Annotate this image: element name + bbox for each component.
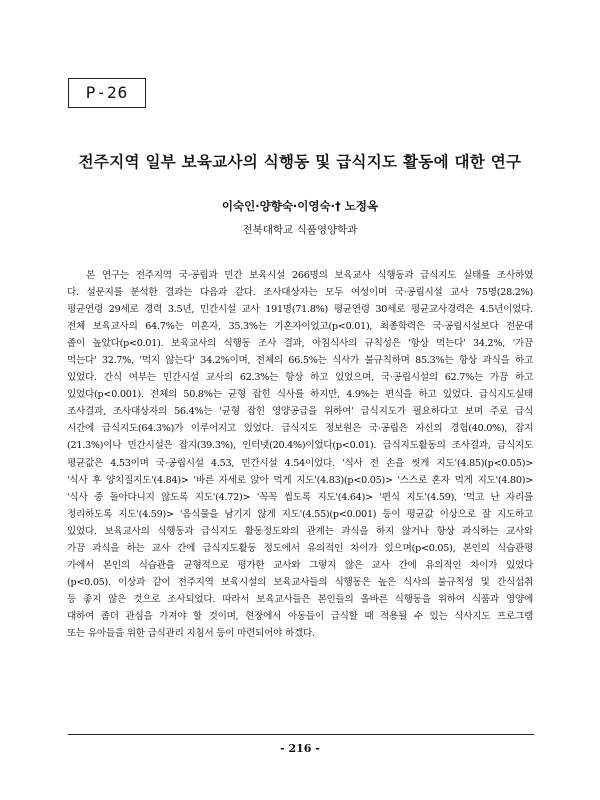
page-number: - 216 - xyxy=(280,742,320,755)
abstract-line: 있었다(p<0.001). 전체의 50.8%는 균형 잡힌 식사를 하지만, 4.9%는 편식을 하고 있었다. 급식지도실태 xyxy=(67,389,533,401)
affiliation: 전북대학교 식품영양학과 xyxy=(242,224,358,236)
paper-title: 전주지역 일부 보육교사의 식행동 및 급식지도 활동에 대한 연구 xyxy=(78,153,522,171)
abstract-line: 조사결과, 조사대상자의 56.4%는 '균형 잡힌 영양공급을 위하여' 급식지도가 필요하다고 보며 주로 급식 xyxy=(67,406,533,418)
abstract-line: 대하여 좀더 관심을 가져야 할 것이며, 현장에서 아동들이 급식할 때 적용될 수 있는 식사지도 프로그램 xyxy=(67,610,533,622)
abstract-line: 또는 유아들을 위한 급식관리 지침서 등이 마련되어야 하겠다. xyxy=(67,627,315,639)
abstract-line: 본 연구는 전주지역 국·공립과 민간 보육시설 266명의 보육교사 식행동과 급식지도 실태를 조사하였 xyxy=(86,270,533,281)
abstract-body xyxy=(67,267,533,642)
abstract-line: (p<0.05). 이상과 같이 전주지역 보육시설의 보육교사들의 식행동은 높은 식사의 불규칙성 및 간식섭취 xyxy=(67,576,533,588)
footer-rule xyxy=(68,734,534,735)
abstract-line: 전체 보육교사의 64.7%는 미혼자, 35.3%는 기혼자이었고(p<0.01), 최종학력은 국·공립시설보다 전문대 xyxy=(67,321,533,333)
abstract-line: 가끔 과식을 하는 교사 간에 급식지도활동 정도에서 유의적인 차이가 있으며(p<0.05), 본인의 식습관평 xyxy=(67,542,533,554)
abstract-line: 등 좋지 않은 것으로 조사되었다. 따라서 보육교사들은 본인들의 올바른 식행동을 위하여 식품과 영양에 xyxy=(67,593,533,605)
abstract-line: 먹는다' 32.7%, '먹지 않는다' 34.2%이며, 전체의 66.5%는 식사가 불규칙하며 85.3%는 항상 과식을 하고 xyxy=(67,355,533,367)
abstract-line: 정리하도록 지도'(4.59)> '음식물을 남기지 않게 지도'(4.55)(p<0.001) 등이 평균값 이상으로 잘 지도하고 xyxy=(67,508,533,520)
abstract-line: 평균연령 29세로 경력 3.5년, 민간시설 교사 191명(71.8%) 평균연령 30세로 평균교사경력은 4.5년이었다. xyxy=(67,304,533,316)
abstract-line: '식사 중 돌아다니지 않도록 지도'(4.72)> '꼭꼭 씹도록 지도'(4.64)> '편식 지도'(4.59), '먹고 난 자리를 xyxy=(67,491,533,503)
abstract-line: 있었다. 간식 여부는 민간시설 교사의 62.3%는 항상 하고 있었으며, 국·공립시설의 62.7%는 가끔 하고 xyxy=(67,372,533,384)
author-list: 이숙인·양향숙·이영숙·† 노정옥 xyxy=(221,199,379,213)
abstract-line: 있었다. 보육교사의 식행동과 급식지도 활동정도와의 관계는 과식을 하지 않거나 항상 과식하는 교사와 xyxy=(67,525,533,537)
abstract-line: 졸이 높았다(p<0.01). 보육교사의 식행동 조사 결과, 아침식사의 규칙성은 '항상 먹는다' 34.2%, '가끔 xyxy=(67,338,533,350)
abstract-line: 다. 설문지를 분석한 결과는 다음과 같다. 조사대상자는 모두 여성이며 국·공립시설 교사 75명(28.2%) xyxy=(67,287,533,299)
abstract-line: 평균값은 4.53이며 국·공립시설 4.53, 민간시설 4.54이었다. '식사 전 손을 씻게 지도'(4.85)(p<0.05)> xyxy=(67,457,533,469)
abstract-line: (21.3%)이나 민간시설은 잡지(39.3%), 인터넷(20.4%)이었다(p<0.01). 급식지도활동의 조사결과, 급식지도 xyxy=(67,440,533,452)
poster-id-box: P-26 xyxy=(68,78,146,108)
abstract-line: 가에서 본인의 식습관을 균형적으로 평가한 교사와 그렇지 않은 교사 간에 유의적인 차이가 있었다 xyxy=(67,559,533,571)
abstract-line: 시간에 급식지도(64.3%)가 이루어지고 있었다. 급식지도 정보원은 국·공립은 자신의 경험(40.0%), 잡지 xyxy=(67,423,533,435)
abstract-line: '식사 후 양치질지도'(4.84)> '바른 자세로 앉아 먹게 지도'(4.83)(p<0.05)> '스스로 혼자 먹게 지도'(4.80)> xyxy=(67,474,533,486)
